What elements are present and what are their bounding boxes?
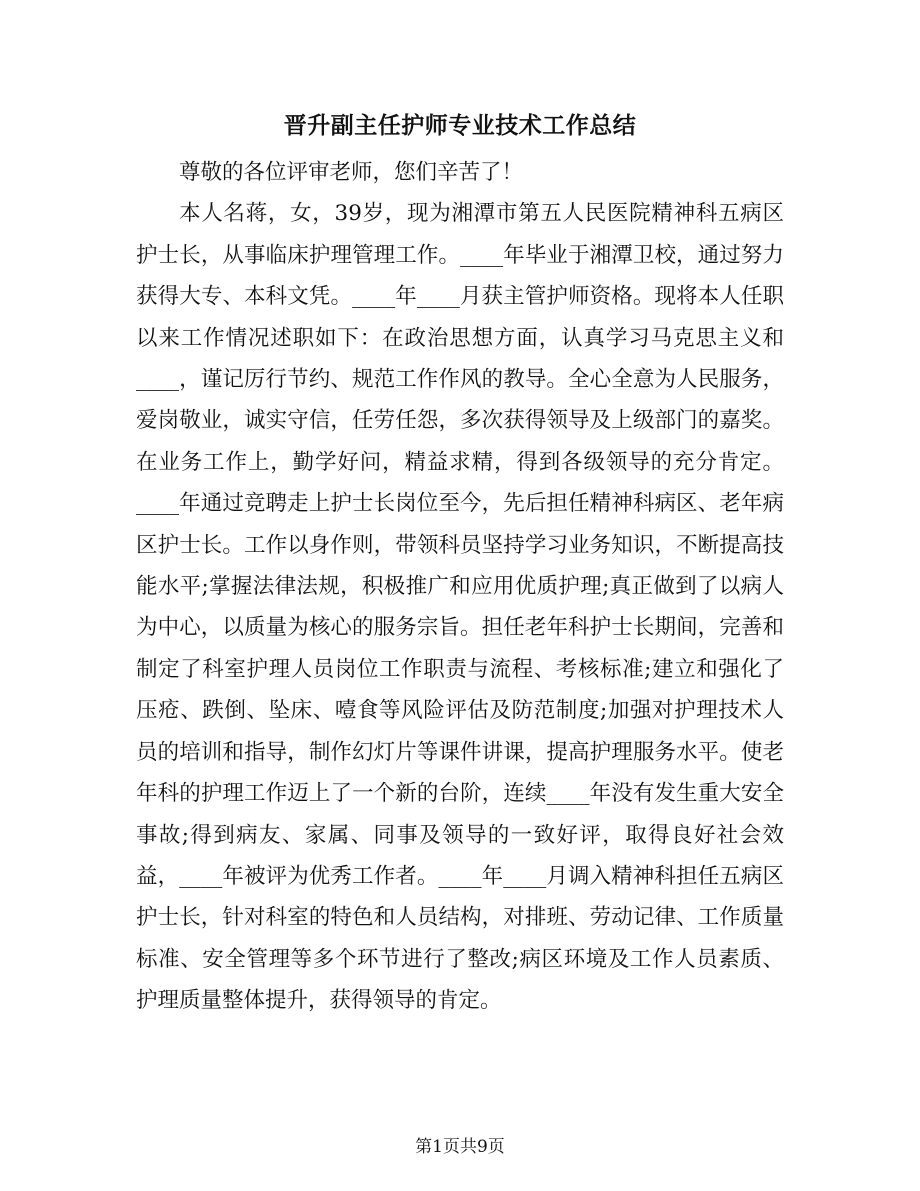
page-number-footer: 第1页共9页 — [415, 1137, 505, 1157]
document-body — [136, 152, 784, 1022]
document-title: 晋升副主任护师专业技术工作总结 — [283, 112, 637, 139]
greeting-paragraph: 尊敬的各位评审老师，您们辛苦了！ — [179, 160, 524, 185]
summary-paragraph: 本人名蒋，女，39岁，现为湘潭市第五人民医院精神科五病区护士长，从事临床护理管理工作。____年毕业于湘潭卫校，通过努力获得大专、本科文凭。____年____月获主管护师资格。现将本人任职以来工作情况述职如下：在政治思想方面，认真学习马克思主义和____，谨记厉行节约、规范工作作风的教导。全心全意为人民服务，爱岗敬业，诚实守信，任劳任怨，多次获得领导及上级部门的嘉奖。在业务工作上，勤学好问，精益求精，得到各级领导的充分肯定。____年通过竞聘走上护士长岗位至今，先后担任精神科病区、老年病区护士长。工作以身作则，带领科员坚持学习业务知识，不断提高技能水平;掌握法律法规，积极推广和应用优质护理;真正做到了以病人为中心，以质量为核心的服务宗旨。担任老年科护士长期间，完善和制定了科室护理人员岗位工作职责与流程、考核标准;建立和强化了压疮、跌倒、坠床、噎食等风险评估及防范制度;加强对护理技术人员的培训和指导，制作幻灯片等课件讲课，提高护理服务水平。使老年科的护理工作迈上了一个新的台阶，连续____年没有发生重大安全事故;得到病友、家属、同事及领导的一致好评，取得良好社会效益，____年被评为优秀工作者。____年____月调入精神科担任五病区护士长，针对科室的特色和人员结构，对排班、劳动记律、工作质量标准、安全管理等多个环节进行了整改;病区环境及工作人员素质、护理质量整体提升，获得领导的肯定。 — [136, 201, 784, 1014]
